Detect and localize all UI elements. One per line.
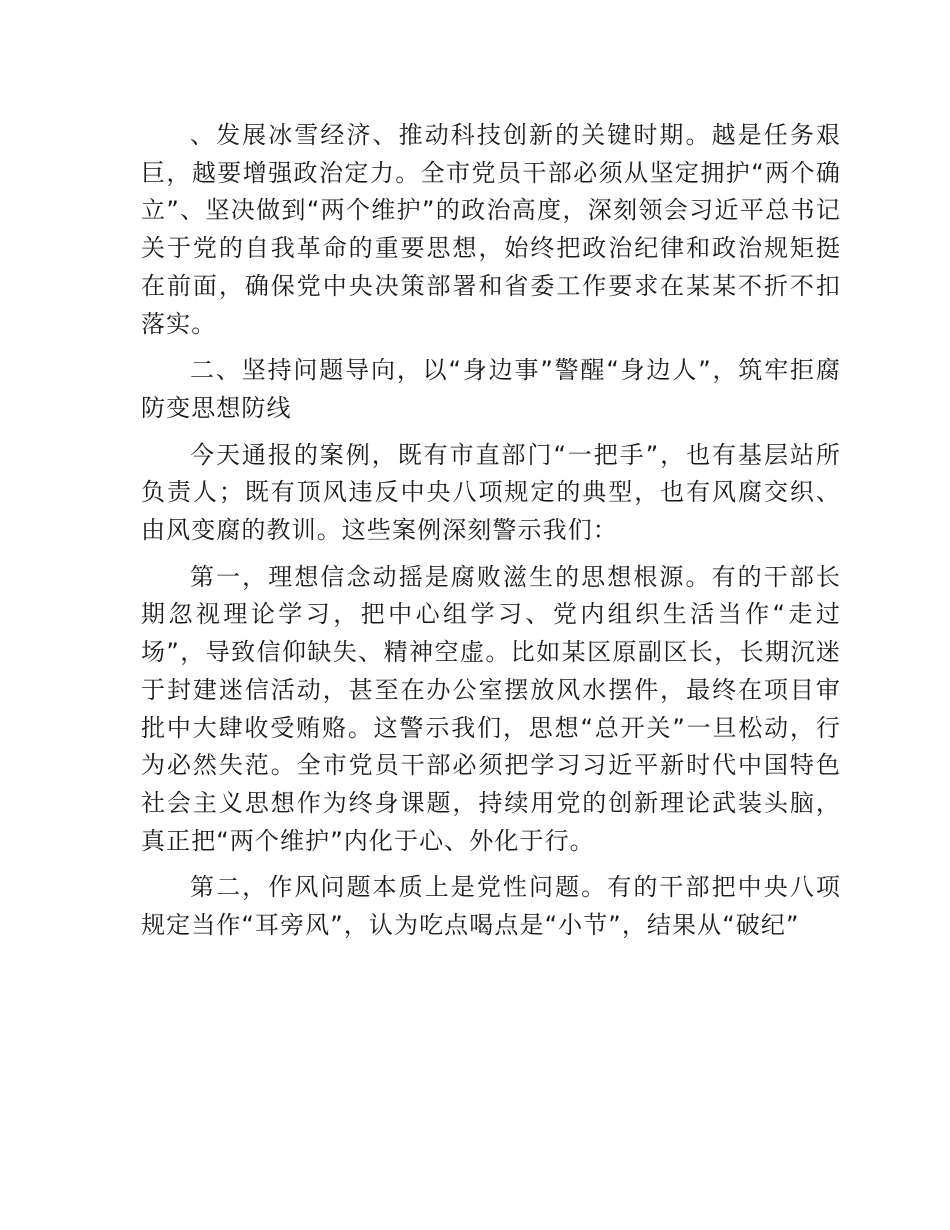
paragraph-1: 、发展冰雪经济、推动科技创新的关键时期。越是任务艰巨，越要增强政治定力。全市党员干部必须从坚定拥护“两个确立”、坚决做到“两个维护”的政治高度，深刻领会习近平总书记关于党的自我革命的重要思想，始终把政治纪律和政治规矩挺在前面，确保党中央决策部署和省委工作要求在某某不折不扣落实。 bbox=[141, 121, 841, 338]
section-heading-2: 二、坚持问题导向，以“身边事”警醒“身边人”，筑牢拒腐防变思想防线 bbox=[141, 356, 841, 422]
paragraph-3: 今天通报的案例，既有市直部门“一把手”，也有基层站所负责人；既有顶风违反中央八项规定的典型，也有风腐交织、由风变腐的教训。这些案例深刻警示我们： bbox=[141, 440, 841, 545]
paragraph-5: 第二，作风问题本质上是党性问题。有的干部把中央八项规定当作“耳旁风”，认为吃点喝点是“小节”，结果从“破纪” bbox=[141, 873, 841, 940]
paragraph-4: 第一，理想信念动摇是腐败滋生的思想根源。有的干部长期忽视理论学习，把中心组学习、党内组织生活当作“走过场”，导致信仰缺失、精神空虚。比如某区原副区长，长期沉迷于封建迷信活动，甚至在办公室摆放风水摆件，最终在项目审批中大肆收受贿赂。这警示我们，思想“总开关”一旦松动，行为必然失范。全市党员干部必须把学习习近平新时代中国特色社会主义思想作为终身课题，持续用党的创新理论武装头脑，真正把“两个维护”内化于心、外化于行。 bbox=[141, 562, 841, 855]
document-body bbox=[141, 117, 841, 954]
